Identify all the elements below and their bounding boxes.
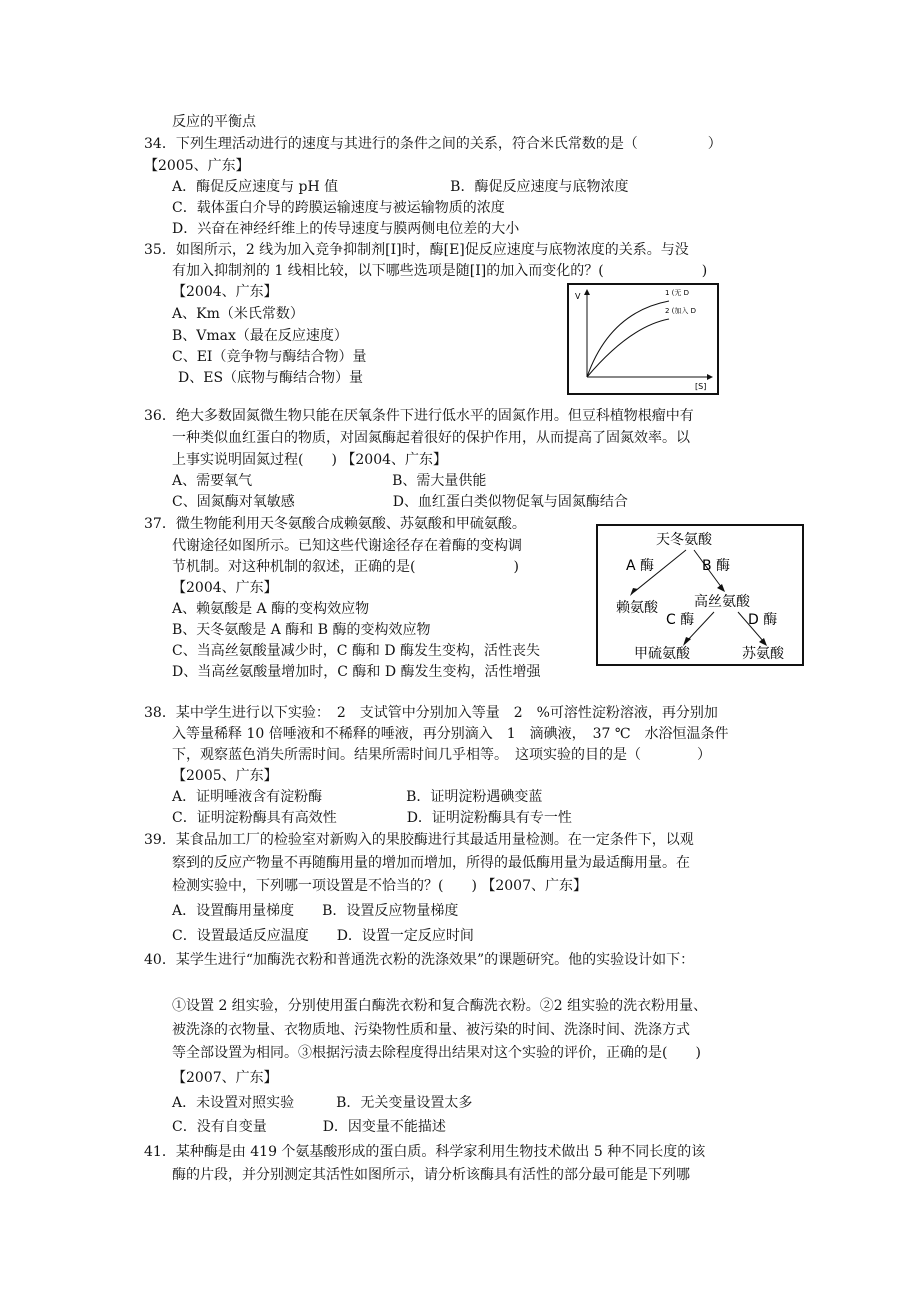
pathway-diagram	[598, 526, 802, 664]
figure-35-kinetics	[567, 283, 719, 395]
node-methionine: 甲硫氨酸	[634, 646, 690, 662]
question-38-stem-cont: 下，观察蓝色消失所需时间。结果所需时间几乎相等。 这项实验的目的是（ ）	[172, 747, 711, 763]
question-36-options-cd: C、固氮酶对氧敏感 D、血红蛋白类似物促氧与固氮酶结合	[172, 494, 628, 510]
figure-37-pathway	[596, 524, 804, 666]
question-36-stem: 36．绝大多数固氮微生物只能在厌氧条件下进行低水平的固氮作用。但豆科植物根瘤中有	[144, 408, 694, 424]
question-39-stem-cont: 察到的反应产物量不再随酶用量的增加而增加，所得的最低酶用量为最适酶用量。在	[172, 855, 690, 871]
question-37-stem-cont: 代谢途径如图所示。已知这些代谢途径存在着酶的变构调	[172, 538, 522, 554]
question-39-options-cd: C．设置最适反应温度 D．设置一定反应时间	[172, 928, 474, 944]
question-35-option-a: A、Km（米氏常数）	[172, 306, 304, 322]
text-line: 反应的平衡点	[172, 114, 256, 130]
arrow-head	[717, 584, 725, 592]
x-axis-arrow	[707, 374, 713, 380]
question-35-option-c: C、EI（竞争物与酶结合物）量	[172, 349, 367, 365]
question-41-stem: 41．某种酶是由 419 个氨基酸形成的蛋白质。科学家利用生物技术做出 5 种不同长度的该	[144, 1144, 706, 1160]
arrow-head	[630, 588, 638, 596]
question-37-option-b: B、天冬氨酸是 A 酶和 B 酶的变构效应物	[172, 622, 431, 638]
question-37-stem-cont: 节机制。对这种机制的叙述，正确的是( )	[172, 559, 519, 575]
question-35-stem-cont: 有加入抑制剂的 1 线相比较，以下哪些选项是随[I]的加入而变化的？( )	[172, 263, 708, 279]
question-34-options-ab: A．酶促反应速度与 pH 值 B．酶促反应速度与底物浓度	[172, 179, 629, 195]
curve-1-label: 1 (无 D	[665, 289, 690, 297]
question-40-design: 等全部设置为相同。③根据污渍去除程度得出结果对这个实验的评价，正确的是( )	[172, 1045, 701, 1061]
question-40-source: 【2007、广东】	[172, 1070, 278, 1086]
question-38-stem-cont: 入等量稀释 10 倍唾液和不稀释的唾液，再分别滴入 1 滴碘液， 37 ℃ 水浴恒温条件	[172, 726, 729, 742]
question-34-source: 【2005、广东】	[144, 158, 250, 174]
x-axis-label: [S]	[695, 382, 707, 391]
question-35-stem: 35．如图所示，2 线为加入竞争抑制剂[I]时，酶[E]促反应速度与底物浓度的关系。与没	[144, 242, 689, 258]
question-37-option-d: D、当高丝氨酸量增加时，C 酶和 D 酶发生变构，活性增强	[172, 664, 541, 680]
node-homoserine: 高丝氨酸	[694, 594, 750, 610]
question-38-stem: 38．某中学生进行以下实验： 2 支试管中分别加入等量 2 %可溶性淀粉溶液，再分别加	[144, 705, 718, 721]
curve-1-no-inhibitor	[587, 301, 669, 377]
question-34-stem: 34．下列生理活动进行的速度与其进行的条件之间的关系，符合米氏常数的是（ ）	[144, 136, 722, 152]
question-39-stem-cont: 检测实验中，下列哪一项设置是不恰当的？( ) 【2007、广东】	[172, 878, 588, 894]
node-threonine: 苏氨酸	[742, 646, 784, 662]
question-37-option-a: A、赖氨酸是 A 酶的变构效应物	[172, 601, 370, 617]
question-36-stem-cont: 一种类似血红蛋白的物质，对固氮酶起着很好的保护作用，从而提高了固氮效率。以	[172, 430, 690, 446]
question-40-design: ①设置 2 组实验，分别使用蛋白酶洗衣粉和复合酶洗衣粉。②2 组实验的洗衣粉用量、	[172, 998, 708, 1014]
label-enzyme-a: A 酶	[626, 558, 655, 574]
question-37-source: 【2004、广东】	[172, 580, 278, 596]
question-35-option-b: B、Vmax（最在反应速度）	[172, 328, 348, 344]
curve-2-label: 2 (加入 D	[665, 307, 697, 315]
question-40-stem: 40．某学生进行“加酶洗衣粉和普通洗衣粉的洗涤效果”的课题研究。他的实验设计如下：	[144, 952, 695, 968]
label-enzyme-c: C 酶	[666, 612, 695, 628]
question-37-option-c: C、当高丝氨酸量减少时，C 酶和 D 酶发生变构，活性丧失	[172, 643, 540, 659]
question-35-option-d: D、ES（底物与酶结合物）量	[178, 370, 364, 386]
question-36-stem-cont: 上事实说明固氮过程( ) 【2004、广东】	[172, 452, 448, 468]
question-34-option-d: D．兴奋在神经纤维上的传导速度与膜两侧电位差的大小	[172, 221, 520, 237]
question-40-design: 被洗涤的衣物量、衣物质地、污染物性质和量、被污染的时间、洗涤时间、洗涤方式	[172, 1022, 690, 1038]
label-enzyme-d: D 酶	[748, 612, 778, 628]
kinetics-chart	[569, 285, 717, 393]
question-40-options-cd: C．没有自变量 D．因变量不能描述	[172, 1119, 446, 1135]
question-38-options-ab: A．证明唾液含有淀粉酶 B．证明淀粉遇碘变蓝	[172, 789, 543, 805]
question-35-source: 【2004、广东】	[172, 284, 278, 300]
arrow-head	[759, 638, 767, 646]
y-axis-label: V	[575, 292, 581, 301]
question-38-source: 【2005、广东】	[172, 768, 278, 784]
node-lysine: 赖氨酸	[616, 600, 658, 616]
question-36-options-ab: A、需要氧气 B、需大量供能	[172, 473, 487, 489]
question-38-options-cd: C．证明淀粉酶具有高效性 D．证明淀粉酶具有专一性	[172, 810, 572, 826]
y-axis-arrow	[584, 289, 590, 295]
question-37-stem: 37．微生物能利用天冬氨酸合成赖氨酸、苏氨酸和甲硫氨酸。	[144, 516, 526, 532]
curve-2-with-inhibitor	[587, 319, 669, 377]
question-39-options-ab: A．设置酶用量梯度 B．设置反应物量梯度	[172, 903, 459, 919]
question-34-option-c: C．载体蛋白介导的跨膜运输速度与被运输物质的浓度	[172, 200, 505, 216]
node-aspartate: 天冬氨酸	[656, 532, 712, 548]
question-39-stem: 39．某食品加工厂的检验室对新购入的果胶酶进行其最适用量检测。在一定条件下，以观	[144, 832, 694, 848]
question-40-options-ab: A．未设置对照实验 B．无关变量设置太多	[172, 1095, 473, 1111]
label-enzyme-b: B 酶	[702, 558, 731, 574]
question-41-stem-cont: 酶的片段，并分别测定其活性如图所示，请分析该酶具有活性的部分最可能是下列哪	[172, 1167, 690, 1183]
